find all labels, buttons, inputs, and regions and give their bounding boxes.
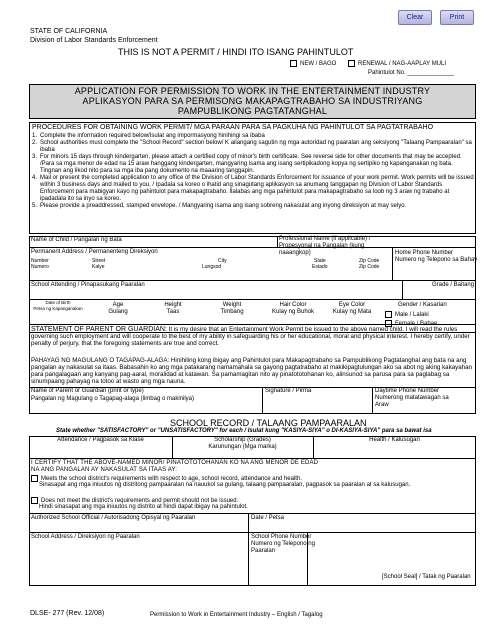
grade-label: Grade / Baitang	[432, 282, 475, 288]
not-meet-checkbox[interactable]	[31, 497, 38, 504]
parent-name-label: Name of Parent or Guardian (print or type)	[31, 388, 144, 394]
date-label: Date / Petsa	[251, 515, 285, 521]
home-phone-tl-label: Numero ng Telepono sa Bahay	[395, 257, 478, 263]
school-address-label: School Address / Direksiyon ng Paaralan	[31, 534, 140, 540]
procedure-number: 5.	[32, 203, 38, 209]
procedure-text: For minors 15 days through kindergarten, please attach a certified copy of minor's birth certificate. See reverse side for other documents that may be accepted. /Para sa mga menor de edad na 15 araw hanggang kindergarten, mangyaring isama ang isang sertipikadong kopya ng sertipiko ng kapanganakan ng bata. Tingnan ang likod nito para sa mga iba pang dokumento na maaaring tanggapin.	[40, 154, 462, 174]
school-official-label: Authorized School Official / Autorisadong Opisyal ng Paaralan	[31, 515, 196, 521]
gender-label: Gender / Kasarian	[398, 302, 447, 308]
new-option[interactable]: NEW / BAGO	[290, 60, 336, 68]
child-name-label: Name of Child / Pangalan ng Bata	[31, 237, 122, 243]
procedure-number: 4.	[32, 175, 38, 181]
parent-name-tl-label: Pangalan ng Magulang o Tagapag-alaga (limbag o makinilya)	[31, 396, 194, 402]
print-button[interactable]: Print	[440, 10, 474, 25]
procedure-item	[32, 140, 474, 154]
procedure-number: 3.	[32, 154, 38, 160]
procedure-number: 2.	[32, 140, 38, 146]
home-phone-label: Home Phone Number	[395, 250, 454, 256]
lungsod-label: Lungsod	[202, 264, 222, 270]
not-permit-notice: THIS IS NOT A PERMIT / HINDI ITO ISANG PAHINTULOT	[118, 47, 354, 57]
height-label: Height Taas	[164, 302, 182, 315]
city-label: City	[218, 258, 227, 264]
kalye-label: Kalye	[92, 264, 105, 270]
meets-checkbox[interactable]	[31, 475, 38, 482]
certify-line-1: I CERTIFY THAT THE ABOVE-NAMED MINOR/ PINATOTOTOHANAN KO NA ANG MENOR DE EDAD	[31, 460, 319, 466]
weight-label: Weight Timbang	[220, 302, 244, 315]
dob-label: Date of Birth Petsa ng Kapanganakan	[33, 300, 83, 311]
scholarship-label: Scholarship (Grades) Karunungan (Mga marka)	[208, 437, 277, 450]
banner-line-3: PAMPUBLIKONG PAGTATANGHAL	[177, 106, 328, 116]
new-checkbox[interactable]	[290, 60, 297, 67]
procedure-item	[32, 154, 474, 175]
signature-label: Signature / Pirma	[265, 388, 312, 394]
permit-number: Pahintulot No. ______________	[368, 70, 455, 76]
eye-color-label: Eye Color Kulay ng Mata	[332, 302, 372, 315]
zip-tl-label: Zip Code	[359, 264, 380, 270]
title-banner	[29, 84, 476, 119]
state-label: State	[314, 258, 326, 264]
age-label: Age Gulang	[108, 302, 128, 315]
banner-line-2: APLIKASYON PARA SA PERMISONG MAKAPAGTRABAHO SA INDUSTRIYANG	[82, 96, 423, 106]
address-label: Permanent Address / Permanenteng Direksiyon	[31, 249, 158, 255]
procedures-heading: PROCEDURES FOR OBTAINING WORK PERMIT/ MGA PARAAN PARA SA PAGKUHA NG PAHINTULOT SA PAGTATRABAHO	[32, 124, 434, 131]
procedure-text: School authorities must complete the "School Record" section below/ K ailangang sagutin ng mga autoridad ng paaralan ang seksiyong "Talaang Pampaaralan" sa ibaba	[40, 140, 472, 153]
footer-title: Permission to Work in Entertainment Industry – English / Tagalog	[150, 612, 323, 618]
division-name: Division of Labor Standards Enforcement	[30, 37, 158, 44]
school-seal-label: [School Seal] / Tatak ng Paaralan	[382, 574, 471, 580]
meets-tl-text: Sinasapat ang mga iniuutos ng distritong pampaaralan na nauukol sa gulang, talaang pampaaralan, pagpasok sa paaralan at sa kalusugan.	[39, 482, 411, 488]
zip-label: Zip Code	[359, 258, 380, 264]
procedures-list	[32, 133, 474, 210]
not-meet-option[interactable]: Does not meet the district's requirements and permit should not be issued.	[31, 497, 471, 505]
meets-option[interactable]: Meets the school district's requirements with respect to age, school record, attendance and health.	[31, 475, 471, 483]
street-label: Street	[92, 258, 106, 264]
renewal-checkbox[interactable]	[348, 60, 355, 67]
state-name: STATE OF CALIFORNIA	[30, 28, 108, 35]
health-label: Health / Kalusugan	[369, 437, 420, 443]
male-checkbox[interactable]	[385, 311, 392, 318]
professional-name-label: Professional Name (if applicable) / Propesyonal na Pangalan (kung naaangkop)	[279, 236, 371, 256]
form-number: DLSE- 277 (Rev. 12/08)	[30, 610, 105, 617]
procedure-item	[32, 175, 474, 203]
female-option[interactable]: Female / Babae	[385, 320, 437, 328]
estado-label: Estado	[312, 264, 328, 270]
clear-button[interactable]: Clear	[398, 10, 432, 25]
male-option[interactable]: Male / Lalaki	[385, 311, 429, 319]
procedure-text: Complete the information required below/Isulat ang impormasyong hinihingi sa ibaba	[40, 133, 265, 139]
numero-label: Numero	[31, 264, 49, 270]
renewal-option[interactable]: RENEWAL / NAG-AAPLAY MULI	[348, 60, 446, 68]
attendance-label: Attendance / Pagpasok sa Klase	[57, 437, 144, 443]
banner-line-1: APPLICATION FOR PERMISSION TO WORK IN THE ENTERTAINMENT INDUSTRY	[74, 86, 431, 96]
statement-tagalog: PAHAYAG NG MAGULANG O TAGAPAG-ALAGA: Hinihiling kong ibigay ang Pahintulot para Makapagtrabaho sa Pampublikong Pagtatanghal ang bata na ang pangalan ay nakasulat sa itaas. Babasahin ko ang mga patakarang namamahala sa gayong pagtatrabaho at makikipagtulungan ako sa abot ng aking kakayahan para pangalagaan ang kanyang pag-aaral, moralidad at katawan. Sa pamamagitan nito ay pinatototohanan ko, alinsunod sa parusa para sa paglabag sa sinumpaang pahayag na totoo at wasto ang mga nauna.	[31, 357, 472, 385]
procedure-number: 1.	[32, 133, 38, 139]
statement-english: STATEMENT OF PARENT OR GUARDIAN: It is my desire that an Entertainment Work Permit be issued to the above named child. I will read the rules governing such employment and will cooperate to the best of my ability in safeguarding his or her educational, moral and physical interest. I hereby certify, under penalty of perjury, that the foregoing statements are true and correct.	[31, 326, 470, 347]
hair-color-label: Hair Color Kulay ng Buhok	[271, 302, 315, 315]
certify-line-2: NA ANG PANGALAN AY NAKASULAT SA ITAAS AY:	[31, 467, 178, 473]
procedure-text: Please provide a preaddressed, stamped envelope. / Mangyaring isama ang isang sobreng nakasulat ang inyong direksiyon at may selyo.	[40, 203, 407, 209]
school-attending-label: School Attending / Pinapasukang Paaralan	[31, 282, 145, 288]
procedure-item	[32, 203, 474, 210]
procedure-text: Mail or present the completed application to any office of the Division of Labor Standards Enforcement for issuance of your work permit. Work permits will be issued within 3 business days and mailed to you. / Ipadala sa koreo o ihatid ang sinagutang aplikasyon sa anumang tanggapan ng Division of Labor Standards Enforcement para mabigyan kayo ng pahintulot para makapagtrabaho. Ilalabas ang mga pahintulot para makapagtrabaho sa loob ng 3 araw ng trabaho at ipadadala ito sa inyo sa koreo.	[40, 175, 474, 202]
school-record-heading: SCHOOL RECORD / TALAANG PAMPAARALAN	[170, 418, 367, 428]
procedure-item	[32, 133, 474, 140]
school-phone-label: School Phone Number Numero ng Telepono ng Paaralan	[251, 534, 315, 554]
number-label: Number	[31, 258, 49, 264]
daytime-phone-label: Daytime Phone Number Numerong matatawagan sa Araw	[375, 388, 449, 408]
school-record-subheading: State whether "SATISFACTORY" or "UNSATISFACTORY" for each / Isulat kung "KASIYA-SIYA" o DI-KASIYA-SIYA" para sa bawat isa	[56, 428, 432, 434]
not-meet-tl-text: Hindi sinasapat ang mga iniuutos ng distrito at hindi dapat ibigay na pahintulot.	[39, 504, 248, 510]
